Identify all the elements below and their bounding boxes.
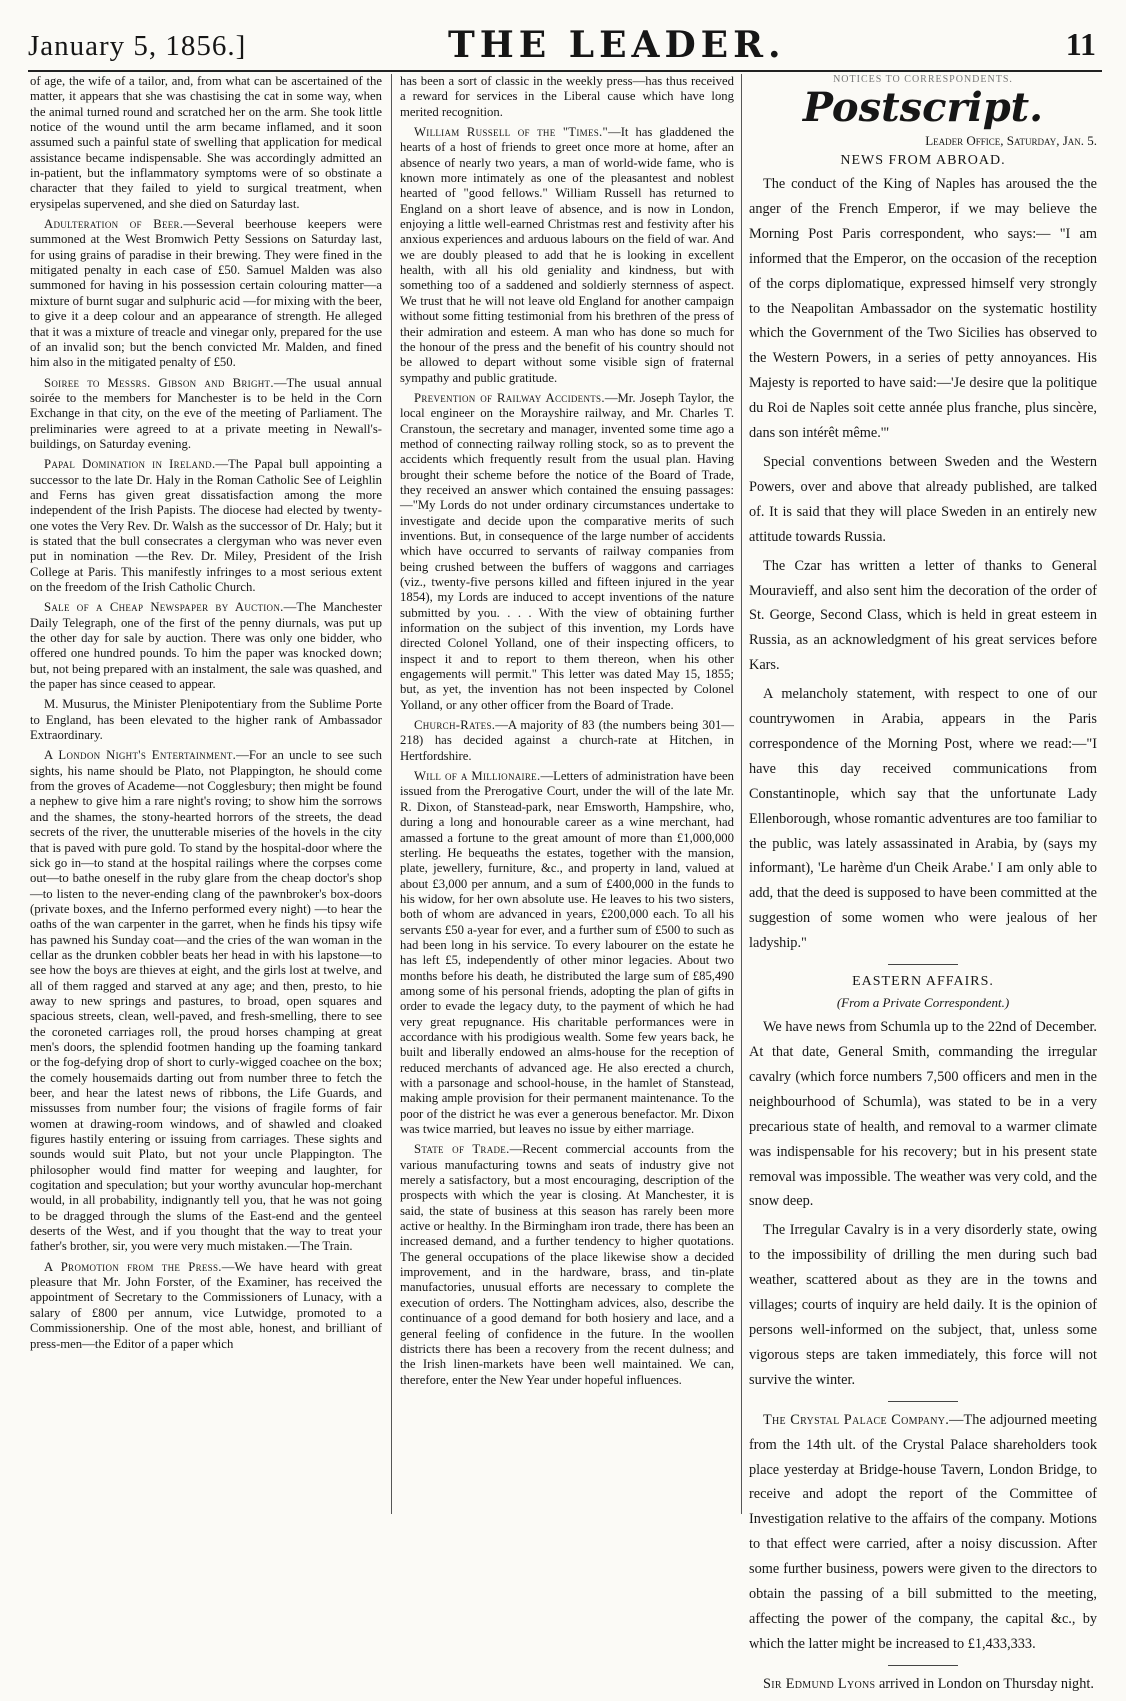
article-body: —The Manchester Daily Telegraph, one of the first of the penny diurnals, was put up the other day for sale by auction. There was only one bidder, who offered one hundred pounds. To him the paper was knocked down; but, not being prepared with an instalment, the sale was quashed, and the paper has since ceased to appear. [30,600,382,692]
article-heading: The Crystal Palace Company. [763,1411,950,1428]
article-edmund-lyons [749,1672,1097,1697]
article-papal-domination [30,457,382,595]
postscript-title: Postscript. [802,84,1044,131]
article-railway-accidents [400,391,734,713]
section-divider [888,964,958,965]
article-heading: State of Trade. [414,1142,510,1157]
article-will-of-millionaire [400,769,734,1137]
article-schumla: We have news from Schumla up to the 22nd of December. At that date, General Smith, commanding the irregular cavalry (which force numbers 7,500 officers and men in the neighbourhood of Schumla), was stated to be in a very precarious state of health, and removal to a warmer climate was indispensable for his recovery; but in his present state removal was impossible. The weather was very cold, and the snow deep. [749,1019,1097,1210]
section-subheading: (From a Private Correspondent.) [836,995,1010,1011]
article-body: —Recent commercial accounts from the various manufacturing towns and seats of industry give not merely a satisfactory, but a most encouraging, description of the prospects with which the year is closing. At Manchester, it is said, the state of business at this season has rarely been more active or healthy. In the Birmingham iron trade, there has been an increased demand, and a further tendency to higher quotations. The general occupations of the place likewise show a decided improvement, and in the hardware, brass, and tin-plate manufactories, unusual efforts are necessary to complete the execution of orders. The Nottingham advices, also, describe the continuance of a good demand for both hosiery and lace, and a general feeling of confidence in the future. In the woollen districts there has been a recovery from the recent dulness; and the Irish linen-markets have been well maintained. We can, therefore, enter the New Year under hopeful influences. [400,1142,734,1387]
article-musurus: M. Musurus, the Minister Plenipotentiary from the Sublime Porte to England, has been elevated to the higher rank of Ambassador Extraordinary. [30,697,382,743]
masthead [28,22,1102,72]
article-czar: The Czar has written a letter of thanks to General Mouravieff, and also sent him the decoration of the order of St. George, Second Class, which is held in great esteem in Russia, as an acknowledgment of his great services before Kars. [749,557,1097,674]
article-london-night [30,748,382,1254]
column-3 [749,74,1097,1701]
article-heading: William Russell of the "Times." [414,125,609,140]
article-paragraph: has been a sort of classic in the weekly press—has thus received a reward for services in the Liberal cause which have long merited recognition. [400,74,734,119]
article-body: —The usual annual soirée to the members for Manchester is to be held in the Corn Exchange in that city, on the eve of the meeting of Parliament. The preliminaries were agreed to at a private meeting in Newall's-buildings, on Saturday evening. [30,375,383,451]
correspondents-notice: NOTICES TO CORRESPONDENTS. [833,74,1013,85]
section-heading-eastern-affairs: EASTERN AFFAIRS. [852,974,994,990]
article-heading: Soiree to Messrs. Gibson and Bright. [44,375,274,390]
article-heading: Prevention of Railway Accidents. [414,390,605,405]
article-heading: Papal Domination in Ireland. [44,457,216,472]
article-body: —A majority of 83 (the numbers being 301—218) has decided against a church-rate at Hitchen, in Hertfordshire. [400,718,734,763]
column-rule [741,74,742,1514]
column-2 [400,74,734,1393]
article-body: —Several beerhouse keepers were summoned at the West Bromwich Petty Sessions on Saturday last, for using grains of paradise in their brewing. They were fined in the mitigated penalty in each case of £50. Samuel Malden was also summoned for having in his possession certain colouring matter—a mixture of burnt sugar and sulphuric acid —for mixing with the beer, to give it a deep colour and an appearance of strength. He alleged that it was a mixture of treacle and vinegar only, prepared for the use of an invalid son; but the bench convicted Mr. Malden, and fined him also in the mitigated penalty of £50. [30,217,383,370]
article-paragraph: of age, the wife of a tailor, and, from what can be ascertained of the matter, it appears that she was chastising the cat in some way, when the animal turned round and scratched her on the arm. She took little notice of the wound until the arm became inflamed, and it soon assumed such a painful state of swelling that application for medical assistance became indispensable. She was accordingly admitted an in-patient, but the inflammatory symptoms were of so obstinate a character that they failed to yield to surgical treatment, when erysipelas supervened, and she died on Saturday last. [30,74,382,211]
article-sweden: Special conventions between Sweden and the Western Powers, over and above that already published, are talked of. It is said that they will place Sweden in an entirely new attitude towards Russia. [749,453,1097,545]
section-divider [888,1401,958,1402]
dateline: Leader Office, Saturday, Jan. 5. [925,133,1097,148]
article-body: —Mr. Joseph Taylor, the local engineer on the Morayshire railway, and Mr. Charles T. Cranstoun, the secretary and manager, invented some time ago a method of connecting railway rolling stock, so as to prevent the accidents which frequently result from the usual plan. Having brought their scheme before the notice of the Board of Trade, they received an answer which contained the ensuing passages:—"My Lords do not under ordinary circumstances undertake to investigate and decide upon the comparative merits of such inventions. But, in consequence of the large number of accidents which have occurred to servants of railway companies from being crushed between the buffers of waggons and carriages (viz., twenty-five persons killed and fifteen injured in the year 1854), my Lords are induced to accept inventions of the nature submitted by you. . . . With the view of obtaining further information on the subject of this invention, my Lords have directed Colonel Yolland, one of their inspecting officers, to inspect it and to report to them thereon, when his other engagements will permit." This letter was dated May 15, 1855; but, as yet, the invention has not been inspected by Colonel Yolland, or any other officer from the Board of Trade. [400,390,734,712]
article-body: —The adjourned meeting from the 14th ult. of the Crystal Palace shareholders took place yesterday at Bridge-house Tavern, London Bridge, to receive and adopt the report of the Committee of Investigation relative to the affairs of the company. Motions to that effect were carried, after a noisy discussion. After some further business, powers were given to the directors to obtain the passing of a bill submitted to the meeting, affecting the power of the company, the capital &c., by which the latter might be increased to £1,433,333. [749,1411,1097,1652]
issue-date: January 5, 1856.] [28,30,247,62]
newspaper-title: THE LEADER. [448,24,786,66]
article-body: —It has gladdened the hearts of a host of friends to greet once more at home, after an absence of nearly two years, a man of world-wide fame, who is known more intimately as one of the pleasantest and noblest hearted of "good fellows." William Russell has returned to England on a short leave of absence, and is now in London, enjoying a little well-earned Christmas rest and festivity after his anxious experiences and arduous labours on the field of war. And we are doubly pleased to add that he is looking in excellent health, with all his old geniality and kindness, but with something too of a saddened and soldierly sternness of aspect. We trust that he will not leave old England for another campaign without some fitting testimonial from his brethren of the press of their admiration and esteem. A man who has done so much for the honour of the press and the benefit of his country should not be allowed to depart without some visible sign of fraternal sympathy and public gratitude. [400,125,734,385]
article-heading: A Promotion from the Press. [44,1259,222,1274]
article-naples: The conduct of the King of Naples has aroused the the anger of the French Emperor, if we may believe the Morning Post Paris correspondent, who says:— "I am informed that the Emperor, on the occasion of the reception of the corps diplomatique, expressed himself very strongly to the Neapolitan Ambassador on the systematic hostility which the Government of the Two Sicilies has observed to the Western Powers, in a series of petty annoyances. His Majesty is reported to have said:—'Je desire que la politique du Roi de Naples soit cette année plus franche, plus sincère, dans son intérêt même.'" [749,176,1097,442]
article-soiree [30,376,382,453]
article-heading: Will of a Millionaire. [414,769,541,784]
column-rule [391,74,392,1514]
article-heading: Adulteration of Beer. [44,217,184,232]
article-heading: Sale of a Cheap Newspaper by Auction. [44,600,284,615]
article-william-russell [400,125,734,386]
article-heading: Sir Edmund Lyons [763,1675,876,1692]
article-promotion [30,1260,382,1352]
section-heading-news-from-abroad: NEWS FROM ABROAD. [840,153,1006,168]
article-body: —Letters of administration have been issued from the Prerogative Court, under the will of the late Mr. R. Dixon, of Stanstead-park, near Emsworth, Hampshire, who, during a long and honourable career as a wine merchant, had amassed a fortune to the great amount of more than £1,000,000 sterling. He bequeaths the estates, together with the mansion, plate, jewellery, furniture, &c., and property in land, valued at about £3,000 per annum, and a sum of £400,000 in the funds to his widow, for her own absolute use. He leaves to his two sisters, both of whom are advanced in years, £200,000 each. To all his servants £50 a-year for ever, and a further sum of £500 to such as had been long in his service. To every labourer on the estate he has left £5, independently of other minor legacies. About two months before his death, he distributed the large sum of £85,490 among some of his personal friends, adopting the plan of gifts in order to evade the legacy duty, to the payment of which he had very great repugnance. His charitable performances were in accordance with his prodigious wealth. Some few years back, he built and liberally endowed an alms-house for the reception of reduced merchants of advanced age. He also erected a church, with a parsonage and school-house, in the hamlet of Stanstead, making ample provision for their permanent maintenance. To the poor of the district he was ever a generous benefactor. Mr. Dixon was twice married, but leaves no issue by either marriage. [400,769,734,1137]
article-heading: Church-Rates. [414,718,496,733]
article-body: —The Papal bull appointing a successor to the late Dr. Haly in the Roman Catholic See of Leighlin and Ferns has given great dissatisfaction among the more independent of the Irish Papists. The diocese had elected by twenty-one votes the Very Rev. Dr. Walsh as the successor of Dr. Haly; but it is stated that the bull consecrates a clergyman who was never even put in nomination —the Rev. Dr. Miley, President of the Irish College at Paris. This manifestly infringes to a most serious extent on the freedom of the Irish Catholic Church. [30,457,382,594]
column-1 [30,74,382,1357]
article-state-of-trade [400,1142,734,1388]
article-adulteration-of-beer [30,217,382,370]
article-body: arrived in London on Thursday night. [875,1675,1094,1692]
article-church-rates [400,718,734,764]
article-irregular-cavalry: The Irregular Cavalry is in a very disorderly state, owing to the impossibility of drilling the men during such bad weather, scattered about as they are in the towns and villages; courts of inquiry are held daily. It is the opinion of persons well-informed on the subject, that, unless some vigorous steps are taken immediately, this force will not survive the winter. [749,1222,1097,1388]
article-crystal-palace [749,1408,1097,1657]
article-cheap-newspaper [30,600,382,692]
page-number: 11 [1065,26,1096,62]
article-body: —For an uncle to see such sights, his name should be Plato, not Plappington, he should come from the groves of Academe—not Cogglesbury; then might be found a nephew to give him a rare night's roving; to show him the sorrows and the shames, the stony-hearted horrors of the streets, the dead secrets of the river, the unutterable miseries of the hovels in the city that is paved with pure gold. To stand by the hospital-door where the sick go in—to stand at the hospital railings where the corpses come out—to bathe oneself in the ruby glare from the cheap doctor's shop—to listen to the never-ending clang of the pawnbroker's box-doors (private boxes, and the Inferno performed every night) —to hear the oaths of the wan carpenter in the garret, when he finds his tipsy wife has pawned his Sunday coat—and the cries of the wan woman in the cellar as the drunken cobbler beats her head in with his lapstone—to see how the boys are thieves at eight, and the girls lost at twelve, and all of them ragged and starved at any age; and then, presto, to hie away to new springs and pastures, to broad, open squares and spacious streets, clean, well-paved, and fresh-smelling, there to see the coroneted carriages roll, the proud horses champing at great men's doors, the splendid footmen handing up the foaming tankard or the fog-defying drop of short to curly-wigged coachee on the box; the comely housemaids darting out from number three to fetch the beer, and hear the latest news of ribbons, the Life Guards, and missusses from number four; the visions of fragile forms of fair women at drawing-room windows, and of shawled and cloaked figures hastily entering or issuing from carriages. These sights and sounds would suit Plato, but not your uncle Plappington. The philosopher would find matter for weeping and laughter, for cogitation and speculation; but your worthy avuncular hop-merchant would, in all probability, indignantly tell you, that he was not going to be dragged through the slums of the East-end and the genteel deserts of the West, and if you thought that the way to treat your father's brother, sir, you were very much mistaken.—The Train. [30,748,382,1254]
article-lady-ellenborough: A melancholy statement, with respect to one of our countrywomen in Arabia, appears in the Paris correspondence of the Morning Post, where we read:—"I have this day received communications from Constantinople, which say that the unfortunate Lady Ellenborough, whose romantic adventures are too familiar to the public, was lately assassinated in Arabia, by (says my informant), 'Le harème d'un Cheik Arabe.' I am only able to add, that the deed is supposed to have been committed at the suggestion of some women who were jealous of her ladyship." [749,686,1097,952]
article-body: —We have heard with great pleasure that Mr. John Forster, of the Examiner, has received the appointment of Secretary to the Commissioners of Lunacy, with a salary of £800 per annum, vice Lutwidge, promoted to a Commissionership. One of the most able, honest, and brilliant of press-men—the Editor of a paper which [30,1259,382,1351]
section-divider [888,1665,958,1666]
article-heading: A London Night's Entertainment. [44,748,237,763]
